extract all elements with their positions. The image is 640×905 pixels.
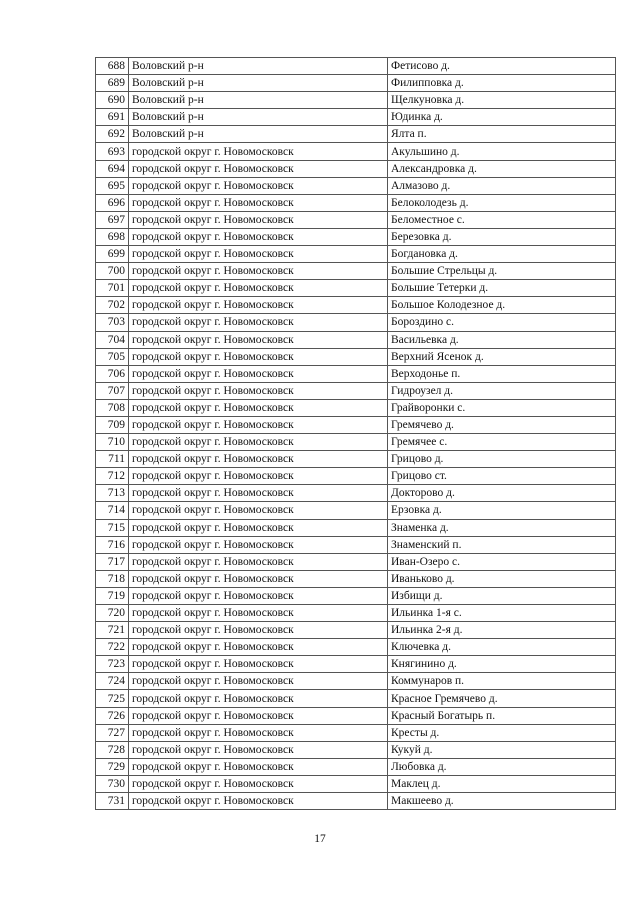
district-cell: Воловский р-н [129, 126, 388, 143]
district-cell: городской округ г. Новомосковск [129, 724, 388, 741]
district-cell: городской округ г. Новомосковск [129, 570, 388, 587]
row-number: 730 [96, 775, 129, 792]
settlement-cell: Иван-Озеро с. [388, 553, 616, 570]
district-cell: городской округ г. Новомосковск [129, 416, 388, 433]
district-cell: городской округ г. Новомосковск [129, 536, 388, 553]
settlement-cell: Кресты д. [388, 724, 616, 741]
table-row [96, 314, 616, 331]
district-cell: Воловский р-н [129, 58, 388, 75]
row-number: 721 [96, 622, 129, 639]
settlement-cell: Грицово д. [388, 451, 616, 468]
table-row [96, 656, 616, 673]
district-cell: городской округ г. Новомосковск [129, 639, 388, 656]
row-number: 711 [96, 451, 129, 468]
settlement-cell: Гремячее с. [388, 434, 616, 451]
table-row [96, 126, 616, 143]
district-cell: городской округ г. Новомосковск [129, 656, 388, 673]
settlement-cell: Ильинка 1-я с. [388, 605, 616, 622]
table-row [96, 228, 616, 245]
settlement-cell: Иваньково д. [388, 570, 616, 587]
table-row [96, 673, 616, 690]
district-cell: городской округ г. Новомосковск [129, 246, 388, 263]
district-cell: городской округ г. Новомосковск [129, 434, 388, 451]
row-number: 689 [96, 75, 129, 92]
table-row [96, 263, 616, 280]
district-cell: городской округ г. Новомосковск [129, 468, 388, 485]
row-number: 731 [96, 793, 129, 810]
settlement-cell: Юдинка д. [388, 109, 616, 126]
settlement-cell: Ерзовка д. [388, 502, 616, 519]
row-number: 703 [96, 314, 129, 331]
row-number: 699 [96, 246, 129, 263]
district-cell: городской округ г. Новомосковск [129, 707, 388, 724]
row-number: 716 [96, 536, 129, 553]
district-cell: городской округ г. Новомосковск [129, 143, 388, 160]
row-number: 718 [96, 570, 129, 587]
district-cell: городской округ г. Новомосковск [129, 211, 388, 228]
table-row [96, 775, 616, 792]
settlement-cell: Фетисово д. [388, 58, 616, 75]
settlement-cell: Красный Богатырь п. [388, 707, 616, 724]
district-cell: городской округ г. Новомосковск [129, 382, 388, 399]
district-cell: городской округ г. Новомосковск [129, 485, 388, 502]
table-row [96, 58, 616, 75]
district-cell: городской округ г. Новомосковск [129, 502, 388, 519]
row-number: 719 [96, 587, 129, 604]
row-number: 700 [96, 263, 129, 280]
settlement-cell: Беломестное с. [388, 211, 616, 228]
district-cell: городской округ г. Новомосковск [129, 553, 388, 570]
settlement-cell: Гидроузел д. [388, 382, 616, 399]
settlement-cell: Верходонье п. [388, 365, 616, 382]
table-body [96, 58, 616, 810]
settlement-cell: Гремячево д. [388, 416, 616, 433]
table-row [96, 92, 616, 109]
row-number: 691 [96, 109, 129, 126]
district-cell: городской округ г. Новомосковск [129, 587, 388, 604]
district-cell: городской округ г. Новомосковск [129, 228, 388, 245]
row-number: 720 [96, 605, 129, 622]
row-number: 728 [96, 741, 129, 758]
row-number: 702 [96, 297, 129, 314]
settlement-cell: Грайворонки с. [388, 399, 616, 416]
row-number: 709 [96, 416, 129, 433]
table-row [96, 485, 616, 502]
row-number: 725 [96, 690, 129, 707]
row-number: 701 [96, 280, 129, 297]
settlement-cell: Княгинино д. [388, 656, 616, 673]
row-number: 710 [96, 434, 129, 451]
settlement-cell: Кукуй д. [388, 741, 616, 758]
row-number: 693 [96, 143, 129, 160]
row-number: 723 [96, 656, 129, 673]
district-cell: городской округ г. Новомосковск [129, 297, 388, 314]
settlement-cell: Ильинка 2-я д. [388, 622, 616, 639]
table-row [96, 177, 616, 194]
table-row [96, 793, 616, 810]
table-row [96, 143, 616, 160]
table-row [96, 451, 616, 468]
row-number: 692 [96, 126, 129, 143]
row-number: 712 [96, 468, 129, 485]
row-number: 708 [96, 399, 129, 416]
settlement-cell: Красное Гремячево д. [388, 690, 616, 707]
district-cell: городской округ г. Новомосковск [129, 160, 388, 177]
table-row [96, 75, 616, 92]
row-number: 698 [96, 228, 129, 245]
district-cell: городской округ г. Новомосковск [129, 793, 388, 810]
row-number: 726 [96, 707, 129, 724]
settlement-cell: Васильевка д. [388, 331, 616, 348]
settlement-cell: Докторово д. [388, 485, 616, 502]
district-cell: городской округ г. Новомосковск [129, 348, 388, 365]
table-row [96, 553, 616, 570]
table-row [96, 160, 616, 177]
table-row [96, 109, 616, 126]
settlement-cell: Большие Стрельцы д. [388, 263, 616, 280]
table-row [96, 468, 616, 485]
table-row [96, 741, 616, 758]
settlement-cell: Избищи д. [388, 587, 616, 604]
row-number: 690 [96, 92, 129, 109]
table-row [96, 639, 616, 656]
row-number: 717 [96, 553, 129, 570]
district-cell: городской округ г. Новомосковск [129, 775, 388, 792]
table-row [96, 211, 616, 228]
district-cell: городской округ г. Новомосковск [129, 690, 388, 707]
row-number: 697 [96, 211, 129, 228]
settlement-cell: Большие Тетерки д. [388, 280, 616, 297]
settlement-cell: Филипповка д. [388, 75, 616, 92]
settlement-cell: Маклец д. [388, 775, 616, 792]
table-row [96, 758, 616, 775]
settlement-cell: Макшеево д. [388, 793, 616, 810]
settlement-cell: Щелкуновка д. [388, 92, 616, 109]
row-number: 705 [96, 348, 129, 365]
settlement-cell: Богдановка д. [388, 246, 616, 263]
settlement-cell: Коммунаров п. [388, 673, 616, 690]
table-row [96, 416, 616, 433]
row-number: 706 [96, 365, 129, 382]
district-cell: городской округ г. Новомосковск [129, 741, 388, 758]
district-cell: городской округ г. Новомосковск [129, 673, 388, 690]
table-row [96, 502, 616, 519]
settlement-cell: Знаменский п. [388, 536, 616, 553]
district-cell: городской округ г. Новомосковск [129, 314, 388, 331]
district-cell: городской округ г. Новомосковск [129, 451, 388, 468]
row-number: 724 [96, 673, 129, 690]
table-row [96, 399, 616, 416]
settlement-cell: Грицово ст. [388, 468, 616, 485]
district-cell: городской округ г. Новомосковск [129, 365, 388, 382]
settlement-cell: Березовка д. [388, 228, 616, 245]
district-cell: городской округ г. Новомосковск [129, 758, 388, 775]
district-cell: городской округ г. Новомосковск [129, 177, 388, 194]
table-row [96, 536, 616, 553]
table-row [96, 348, 616, 365]
settlement-cell: Верхний Ясенок д. [388, 348, 616, 365]
settlement-cell: Бороздино с. [388, 314, 616, 331]
page-number: 17 [314, 833, 326, 845]
row-number: 729 [96, 758, 129, 775]
row-number: 713 [96, 485, 129, 502]
district-cell: городской округ г. Новомосковск [129, 605, 388, 622]
row-number: 688 [96, 58, 129, 75]
settlement-cell: Знаменка д. [388, 519, 616, 536]
district-cell: городской округ г. Новомосковск [129, 399, 388, 416]
table-row [96, 570, 616, 587]
settlement-cell: Большое Колодезное д. [388, 297, 616, 314]
settlement-cell: Акульшино д. [388, 143, 616, 160]
row-number: 722 [96, 639, 129, 656]
table-row [96, 690, 616, 707]
table-row [96, 707, 616, 724]
settlement-cell: Белоколодезь д. [388, 194, 616, 211]
table-row [96, 194, 616, 211]
district-cell: Воловский р-н [129, 92, 388, 109]
district-cell: городской округ г. Новомосковск [129, 194, 388, 211]
table-row [96, 297, 616, 314]
settlement-cell: Любовка д. [388, 758, 616, 775]
settlement-cell: Александровка д. [388, 160, 616, 177]
table-row [96, 365, 616, 382]
row-number: 704 [96, 331, 129, 348]
district-cell: городской округ г. Новомосковск [129, 622, 388, 639]
district-cell: городской округ г. Новомосковск [129, 280, 388, 297]
row-number: 694 [96, 160, 129, 177]
table-row [96, 587, 616, 604]
district-cell: Воловский р-н [129, 75, 388, 92]
table-row [96, 280, 616, 297]
row-number: 727 [96, 724, 129, 741]
row-number: 714 [96, 502, 129, 519]
district-cell: городской округ г. Новомосковск [129, 263, 388, 280]
table-row [96, 605, 616, 622]
settlement-cell: Алмазово д. [388, 177, 616, 194]
row-number: 715 [96, 519, 129, 536]
district-cell: городской округ г. Новомосковск [129, 331, 388, 348]
row-number: 695 [96, 177, 129, 194]
row-number: 707 [96, 382, 129, 399]
table-row [96, 724, 616, 741]
table-row [96, 382, 616, 399]
row-number: 696 [96, 194, 129, 211]
district-cell: Воловский р-н [129, 109, 388, 126]
settlement-cell: Ялта п. [388, 126, 616, 143]
table-row [96, 246, 616, 263]
district-cell: городской округ г. Новомосковск [129, 519, 388, 536]
settlements-table [95, 57, 616, 810]
table-row [96, 331, 616, 348]
table-row [96, 519, 616, 536]
table-row [96, 622, 616, 639]
settlement-cell: Ключевка д. [388, 639, 616, 656]
table-row [96, 434, 616, 451]
